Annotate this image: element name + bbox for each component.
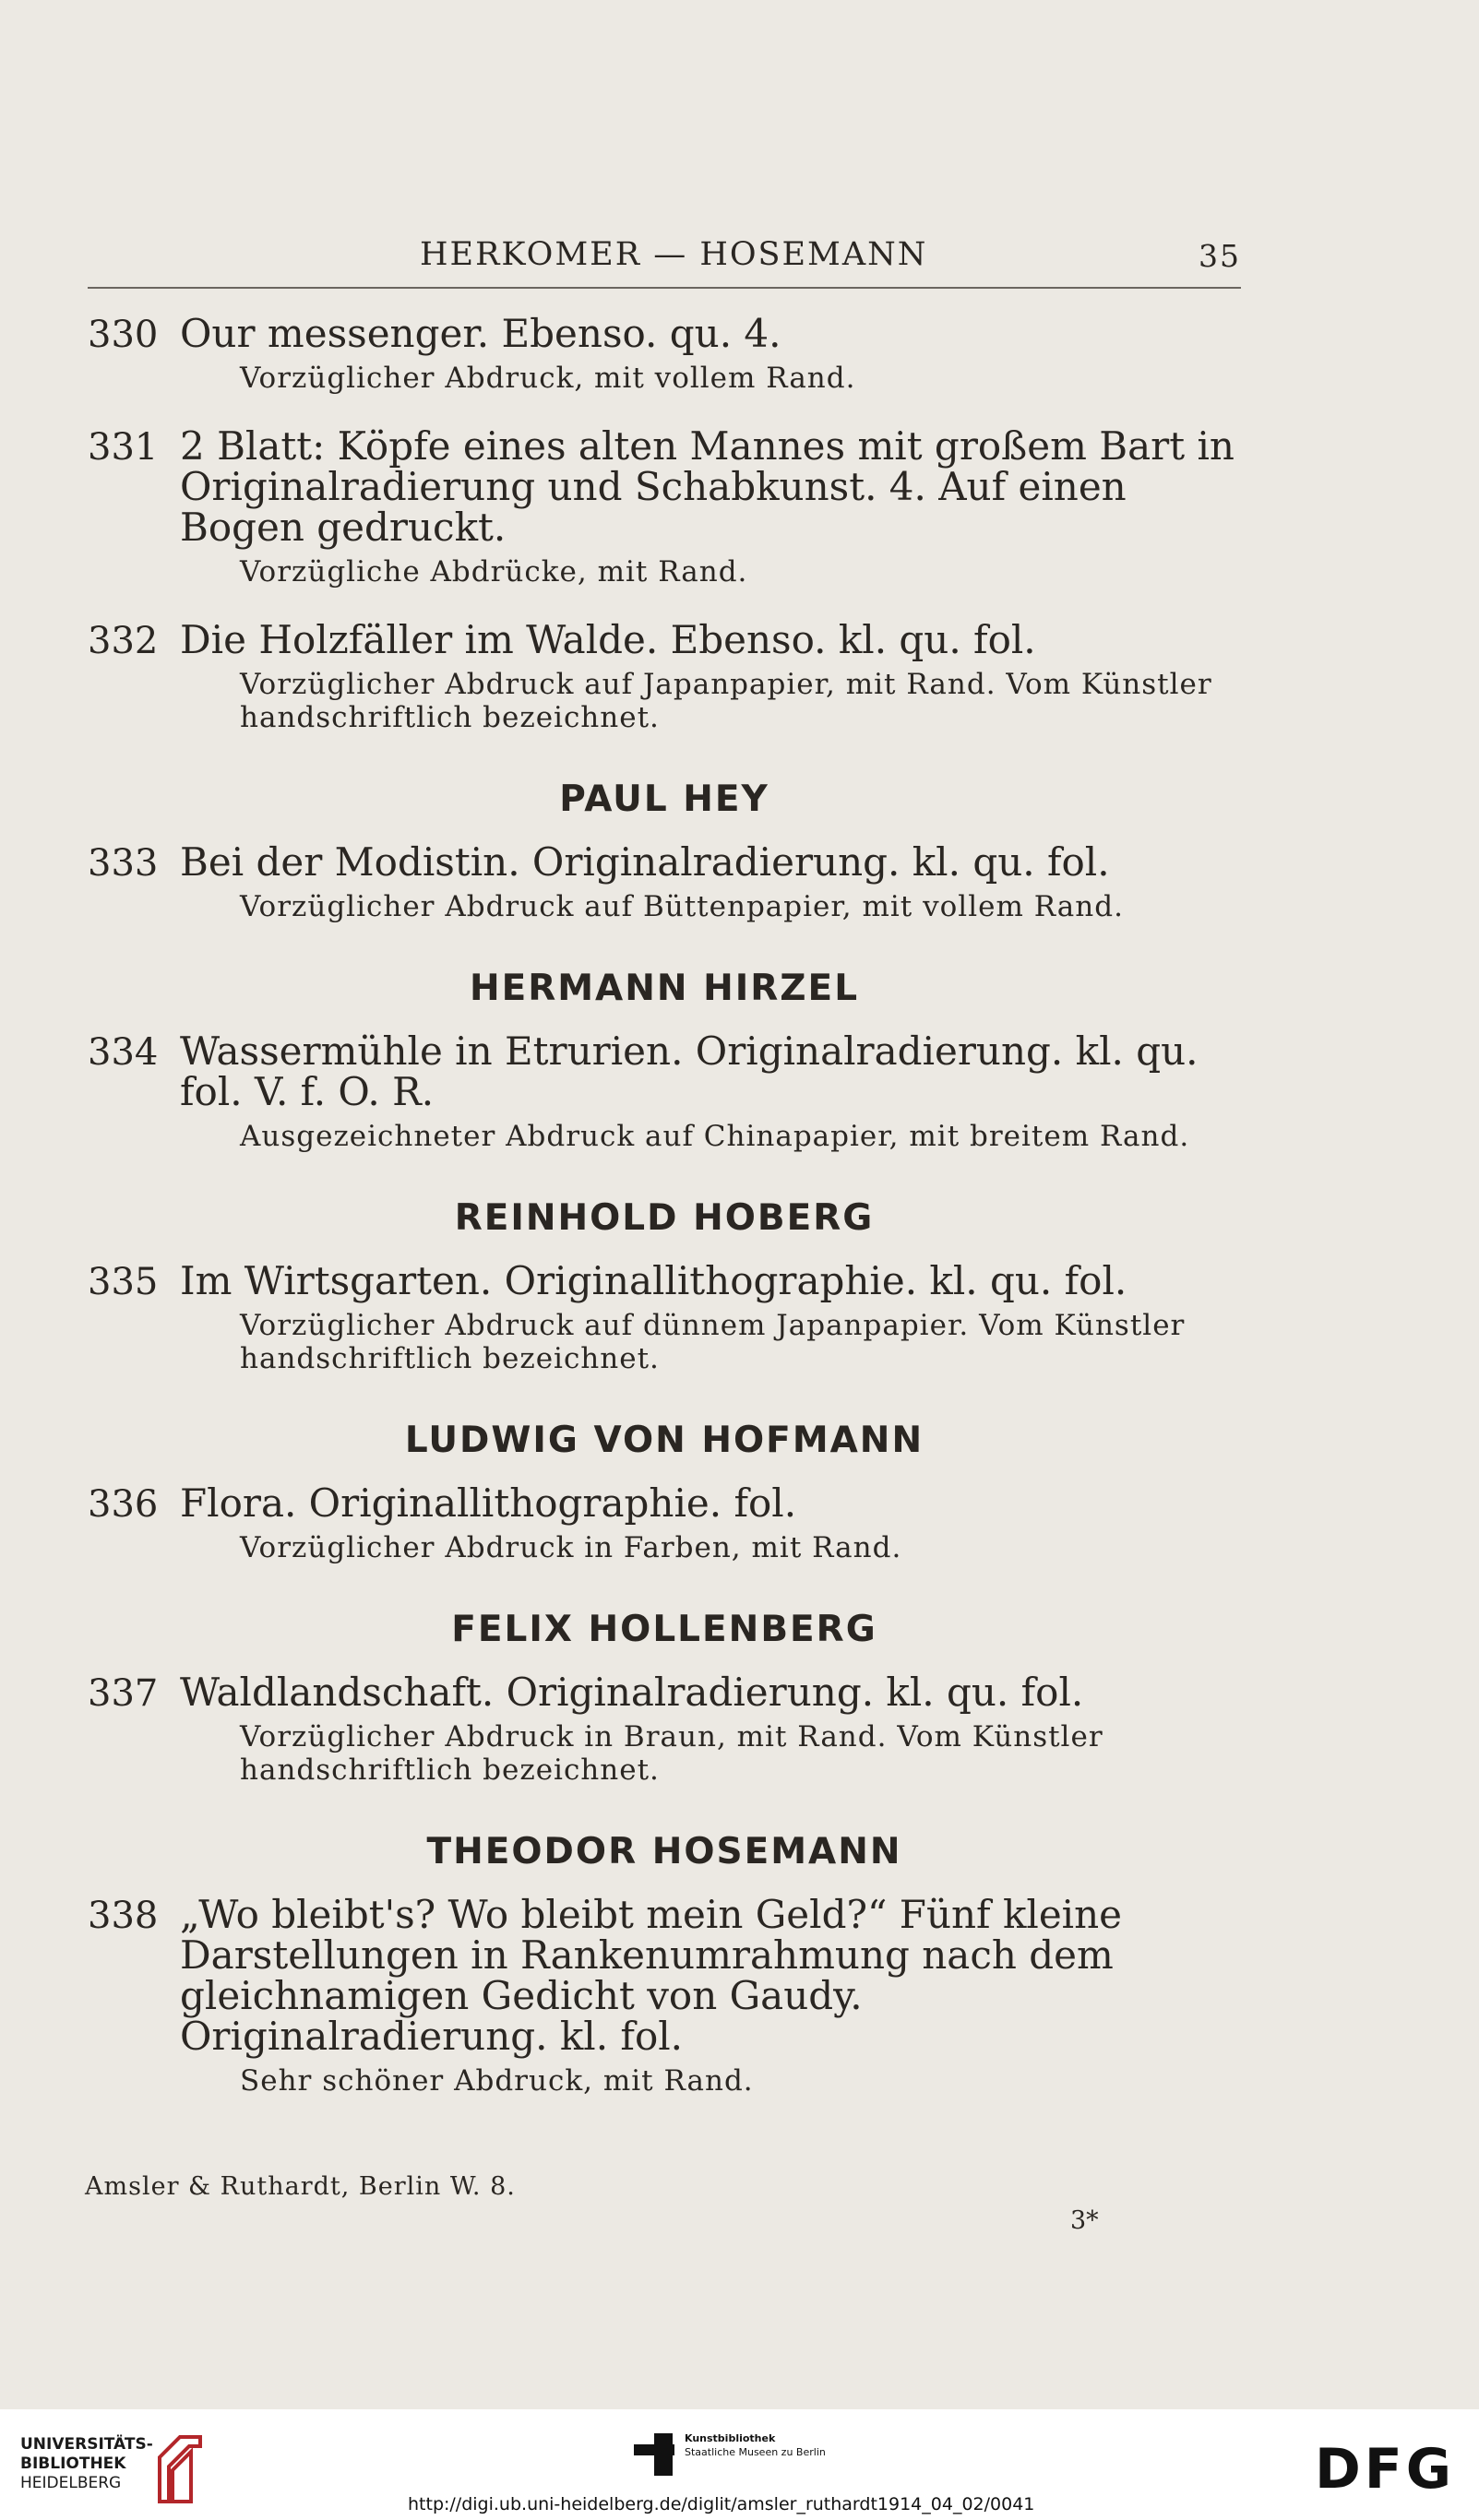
entry-number: 332	[88, 620, 159, 662]
entry-number: 338	[88, 1895, 159, 1937]
uni-line-1: UNIVERSITÄTS-	[20, 2435, 153, 2454]
entry-number: 333	[88, 842, 159, 885]
university-library-logo-icon	[152, 2430, 208, 2509]
entry-condition: Ausgezeichneter Abdruck auf Chinapapier, mit breitem Rand.	[240, 1120, 1190, 1153]
permalink-url[interactable]: http://digi.ub.uni-heidelberg.de/diglit/amsler_ruthardt1914_04_02/0041	[408, 2494, 1035, 2514]
entry-description: Im Wirtsgarten. Originallithographie. kl. qu. fol.	[180, 1258, 1127, 1303]
kunstbibliothek-text	[685, 2431, 826, 2459]
digitization-footer-bar	[0, 2409, 1479, 2520]
entry-description: 2 Blatt: Köpfe eines alten Mannes mit großem Bart in Originalradierung und Schabkunst. 4. Auf einen Bogen gedruckt.	[180, 423, 1234, 550]
entry-number: 331	[88, 426, 159, 469]
entry-number: 334	[88, 1031, 159, 1074]
dfg-logo: DFG	[1315, 2437, 1456, 2502]
entry-description: Die Holzfäller im Walde. Ebenso. kl. qu. fol.	[180, 617, 1036, 662]
entry-number: 335	[88, 1261, 159, 1303]
entry-description: Our messenger. Ebenso. qu. 4.	[180, 311, 781, 356]
catalog-entry-334	[88, 1028, 1241, 1153]
entry-description: Bei der Modistin. Originalradierung. kl. qu. fol.	[180, 839, 1110, 885]
catalog-entry-333	[88, 839, 1241, 923]
entry-condition: Vorzüglicher Abdruck auf dünnem Japanpapier. Vom Künstler handschriftlich bezeichnet.	[240, 1309, 1186, 1375]
entry-description: Flora. Originallithographie. fol.	[180, 1480, 797, 1526]
entry-condition: Vorzüglicher Abdruck in Braun, mit Rand. Vom Künstler handschriftlich bezeichnet.	[240, 1720, 1103, 1787]
entry-description: Waldlandschaft. Originalradierung. kl. qu. fol.	[180, 1670, 1084, 1715]
entry-number: 337	[88, 1672, 159, 1715]
entry-condition: Sehr schöner Abdruck, mit Rand.	[240, 2064, 754, 2098]
running-header	[88, 229, 1241, 284]
catalog-entry-337	[88, 1672, 1241, 1787]
artist-heading: REINHOLD HOBERG	[454, 1197, 875, 1239]
publisher-imprint: Amsler & Ruthardt, Berlin W. 8.	[85, 2172, 516, 2201]
entry-condition: Vorzüglicher Abdruck in Farben, mit Rand.	[240, 1531, 902, 1564]
signature-mark: 3*	[1070, 2206, 1099, 2235]
artist-heading: THEODOR HOSEMANN	[426, 1831, 902, 1872]
page-number: 35	[1199, 238, 1241, 274]
entry-number: 336	[88, 1483, 159, 1526]
entry-description: „Wo bleibt's? Wo bleibt mein Geld?“ Fünf kleine Darstellungen in Rankenumrahmung nach dem gleichnamigen Gedicht von Gaudy. Originalradierung. kl. fol.	[180, 1892, 1123, 2059]
entry-number: 330	[88, 314, 159, 356]
catalog-entry-335	[88, 1258, 1241, 1375]
kunstbibliothek-logo-icon	[632, 2431, 676, 2478]
catalog-entry-330	[88, 311, 1241, 395]
kb-title: Kunstbibliothek	[685, 2432, 776, 2444]
catalog-entry-332	[88, 617, 1241, 734]
artist-heading: LUDWIG VON HOFMANN	[404, 1420, 924, 1461]
entry-condition: Vorzüglicher Abdruck, mit vollem Rand.	[240, 362, 856, 395]
artist-heading: HERMANN HIRZEL	[469, 968, 860, 1009]
uni-line-2: BIBLIOTHEK	[20, 2455, 126, 2473]
university-library-wordmark	[20, 2435, 153, 2493]
catalog-entry-331	[88, 423, 1241, 588]
entry-condition: Vorzüglicher Abdruck auf Japanpapier, mit Rand. Vom Künstler handschriftlich bezeichnet.	[240, 668, 1212, 734]
artist-heading: PAUL HEY	[559, 779, 769, 820]
catalog-body	[88, 311, 1241, 2129]
artist-heading: FELIX HOLLENBERG	[451, 1609, 877, 1650]
catalog-entry-336	[88, 1480, 1241, 1564]
header-rule	[88, 287, 1241, 289]
entry-condition: Vorzügliche Abdrücke, mit Rand.	[240, 555, 748, 588]
entry-condition: Vorzüglicher Abdruck auf Büttenpapier, mit vollem Rand.	[240, 890, 1124, 923]
entry-description: Wassermühle in Etrurien. Originalradierung. kl. qu. fol. V. f. O. R.	[180, 1028, 1199, 1114]
kb-subtitle: Staatliche Museen zu Berlin	[685, 2446, 826, 2458]
header-title: HERKOMER — HOSEMANN	[420, 236, 928, 273]
catalog-entry-338	[88, 1892, 1241, 2098]
uni-line-3: HEIDELBERG	[20, 2474, 122, 2492]
